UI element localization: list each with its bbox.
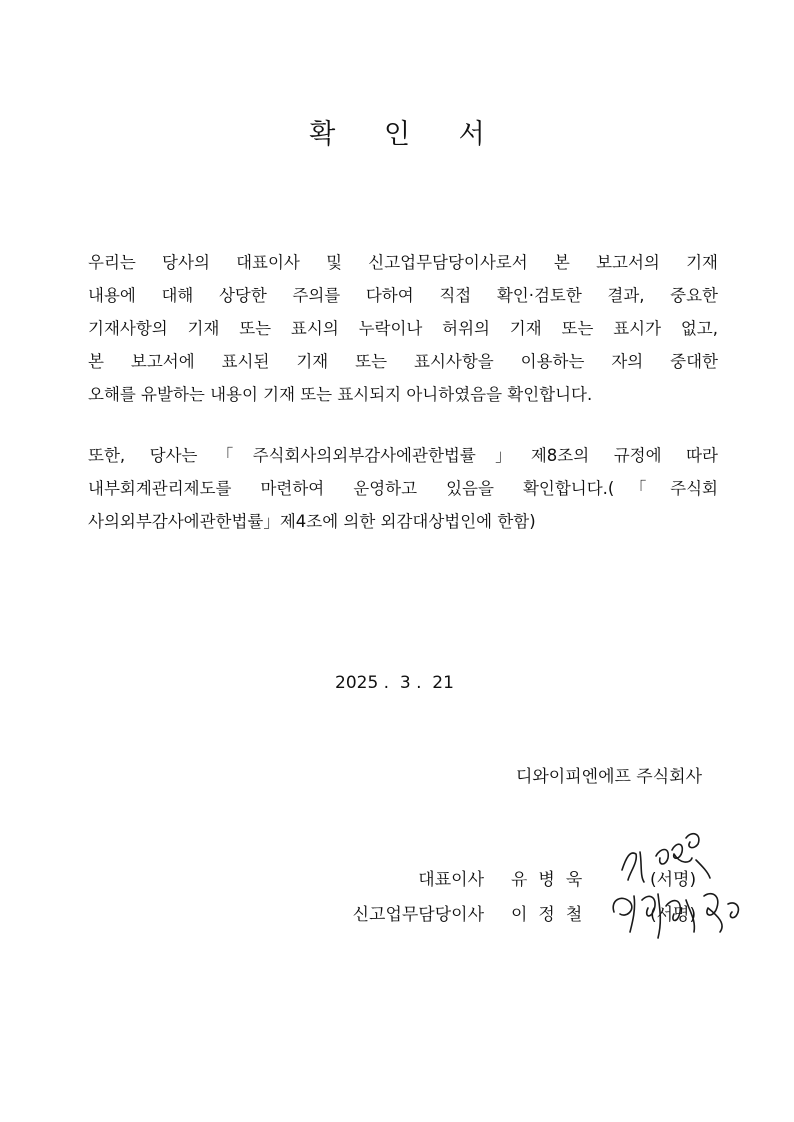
paragraph-1-line: 오해를 유발하는 내용이 기재 또는 표시되지 아니하였음을 확인합니다. <box>88 385 593 404</box>
paragraph-2 <box>88 439 718 538</box>
signer-role: 대표이사 <box>418 870 484 890</box>
company-name: 디와이피엔에프 주식회사 <box>515 767 702 787</box>
paragraph-1-line: 기재사항의 기재 또는 표시의 누락이나 허위의 기재 또는 표시가 없고, <box>88 319 718 338</box>
paragraph-1-line: 내용에 대해 상당한 주의를 다하여 직접 확인·검토한 결과, 중요한 <box>88 286 718 305</box>
signature-mark-label: (서명) <box>650 905 697 925</box>
paragraph-1-line: 우리는 당사의 대표이사 및 신고업무담당이사로서 본 보고서의 기재 <box>88 253 718 272</box>
paragraph-2-line: 사의외부감사에관한법률」제4조에 의한 외감대상법인에 한함) <box>88 512 536 531</box>
paragraph-1-line: 본 보고서에 표시된 기재 또는 표시사항을 이용하는 자의 중대한 <box>88 352 718 371</box>
paragraph-2-line: 내부회계관리제도를 마련하여 운영하고 있음을 확인합니다.(「주식회 <box>88 479 718 498</box>
signer-name: 유병욱 <box>511 870 594 890</box>
signature-mark-label: (서명) <box>650 870 697 890</box>
document-title: 확 인 서 <box>309 119 505 150</box>
handwritten-signature <box>600 820 760 950</box>
document-date: 2025 . 3 . 21 <box>335 673 454 693</box>
paragraph-2-line: 또한, 당사는「주식회사의외부감사에관한법률」제8조의 규정에 따라 <box>88 446 718 465</box>
signer-name: 이정철 <box>511 905 594 925</box>
signer-role: 신고업무담당이사 <box>352 905 484 925</box>
paragraph-1 <box>88 246 718 411</box>
